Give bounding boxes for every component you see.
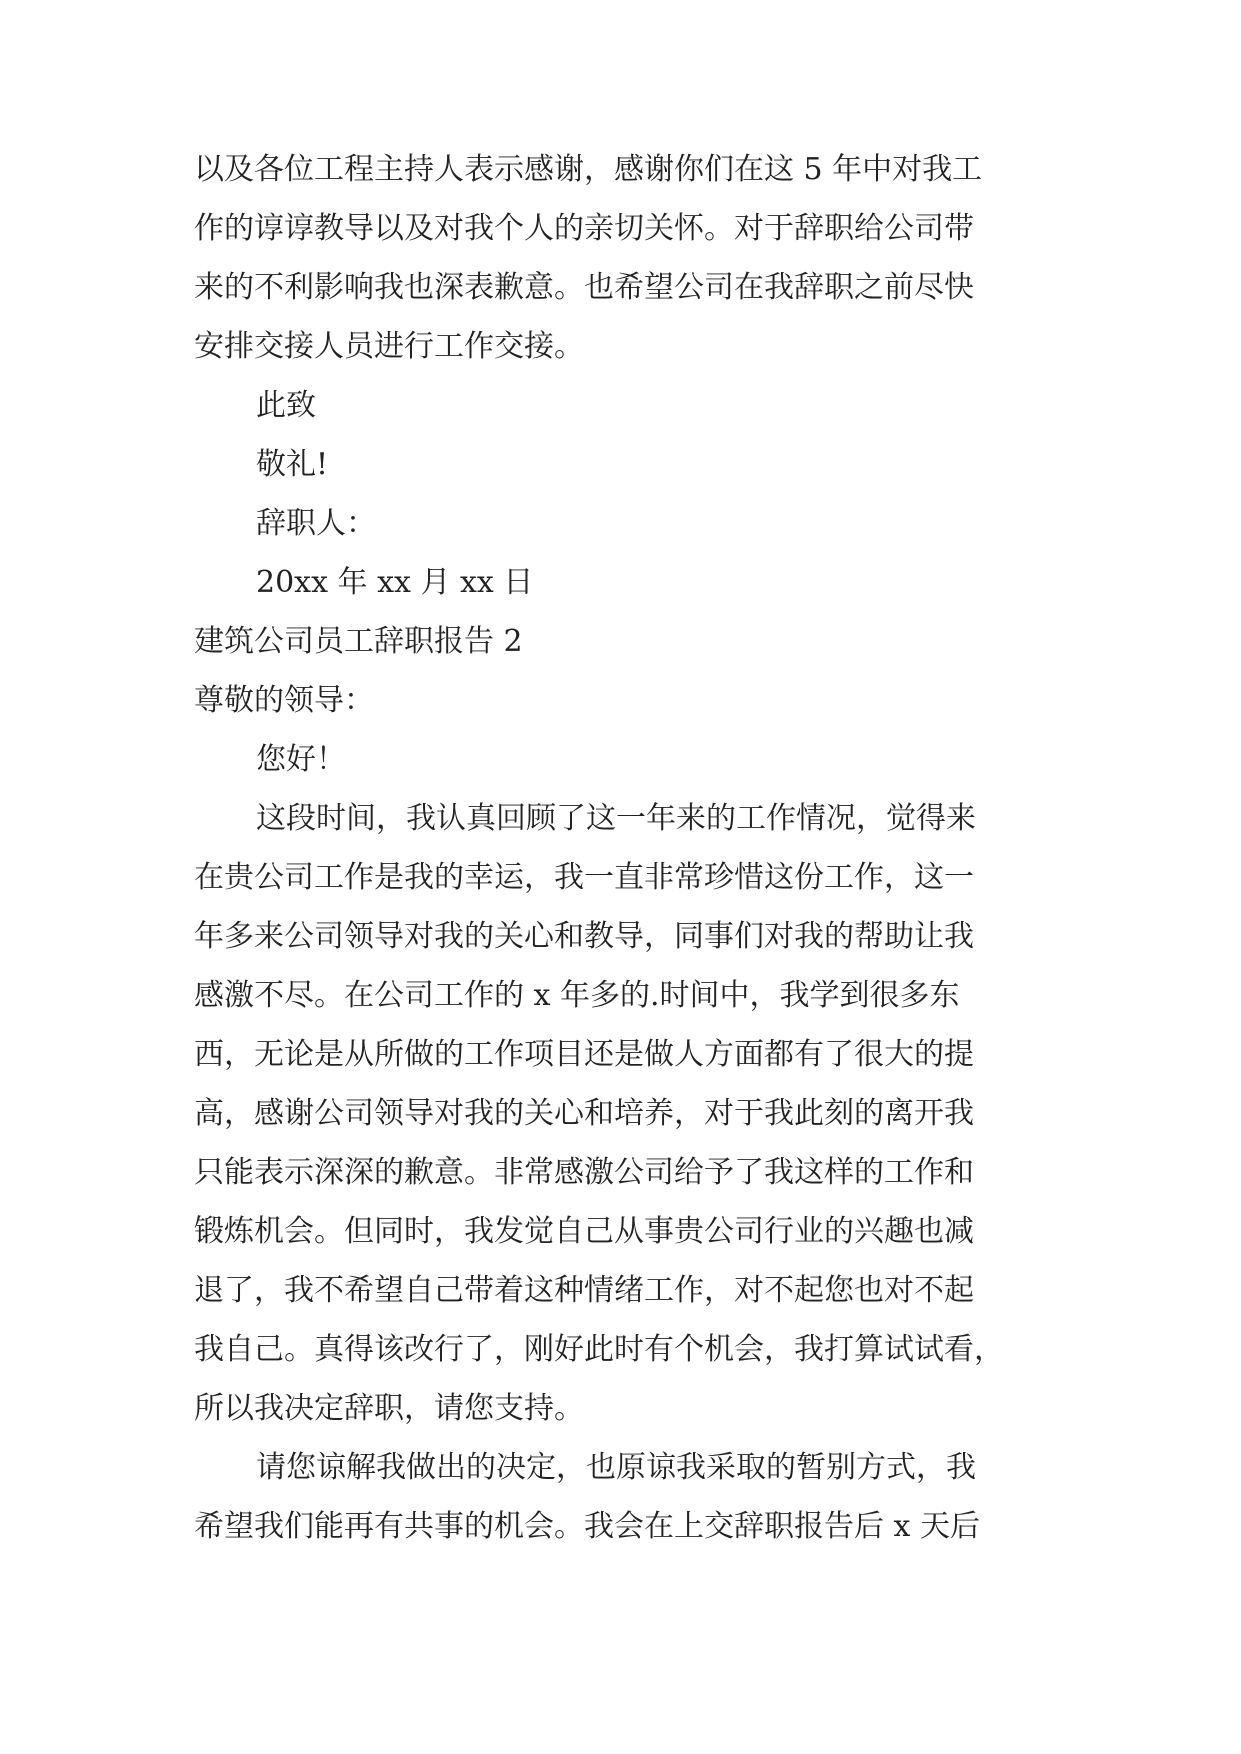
paragraph-line: 以及各位工程主持人表示感谢，感谢你们在这 5 年中对我工 <box>194 152 983 187</box>
paragraph-line: 所以我决定辞职，请您支持。 <box>194 1391 584 1426</box>
paragraph-line: 在贵公司工作是我的幸运，我一直非常珍惜这份工作，这一 <box>194 860 974 895</box>
paragraph-line: 退了，我不希望自己带着这种情绪工作，对不起您也对不起 <box>194 1273 974 1308</box>
paragraph-line: 希望我们能再有共事的机会。我会在上交辞职报告后 x 天后 <box>194 1509 980 1544</box>
paragraph-line: 我自己。真得该改行了，刚好此时有个机会，我打算试试看， <box>194 1332 1004 1367</box>
date-line: 20xx 年 xx 月 xx 日 <box>256 565 534 600</box>
paragraph-line: 来的不利影响我也深表歉意。也希望公司在我辞职之前尽快 <box>194 270 974 305</box>
paragraph-line: 锻炼机会。但同时，我发觉自己从事贵公司行业的兴趣也减 <box>194 1214 974 1249</box>
greeting: 您好！ <box>256 742 346 777</box>
salutation: 尊敬的领导： <box>194 683 374 718</box>
paragraph-line: 安排交接人员进行工作交接。 <box>194 329 584 364</box>
paragraph-line: 只能表示深深的歉意。非常感激公司给予了我这样的工作和 <box>194 1155 974 1190</box>
paragraph-line: 年多来公司领导对我的关心和教导，同事们对我的帮助让我 <box>194 919 974 954</box>
paragraph-line: 这段时间，我认真回顾了这一年来的工作情况，觉得来 <box>256 801 976 836</box>
paragraph-line: 西，无论是从所做的工作项目还是做人方面都有了很大的提 <box>194 1037 974 1072</box>
paragraph-line: 感激不尽。在公司工作的 x 年多的.时间中，我学到很多东 <box>194 978 960 1013</box>
paragraph-line: 请您谅解我做出的决定，也原谅我采取的暂别方式，我 <box>256 1450 976 1485</box>
paragraph-line: 作的谆谆教导以及对我个人的亲切关怀。对于辞职给公司带 <box>194 211 974 246</box>
salutation-close: 敬礼! <box>256 447 329 482</box>
paragraph-line: 高，感谢公司领导对我的关心和培养，对于我此刻的离开我 <box>194 1096 974 1131</box>
closing-phrase: 此致 <box>256 388 316 423</box>
signature-label: 辞职人： <box>256 506 376 541</box>
section-heading: 建筑公司员工辞职报告 2 <box>194 624 523 659</box>
